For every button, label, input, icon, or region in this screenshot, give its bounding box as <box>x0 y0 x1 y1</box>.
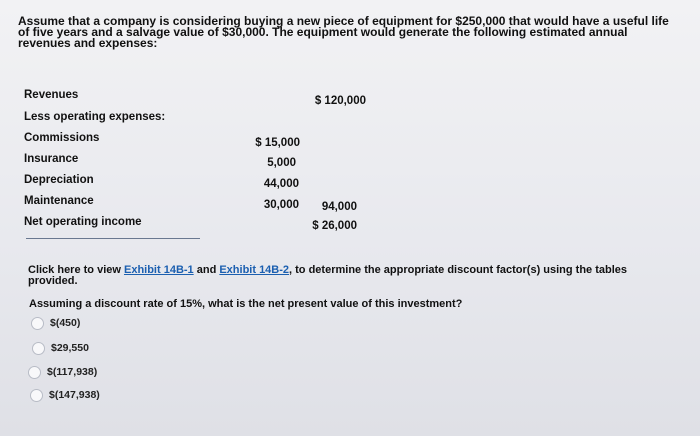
problem-statement: Assume that a company is considering buying a new piece of equipment for $250,000 that would have a useful life of five years and a salvage value of $30,000. The equipment would generate the following estimated annual revenues and expenses: <box>18 14 669 50</box>
expense-amount-commissions: $ 15,000 <box>255 137 300 149</box>
expense-label-maintenance: Maintenance <box>24 195 94 207</box>
exhibit-suffix: , to determine the appropriate discount factor(s) using the tables provided. <box>28 264 628 287</box>
exhibit-14b-1-link[interactable]: Exhibit 14B-1 <box>123 264 194 276</box>
exhibit-instructions <box>28 265 648 287</box>
revenues-amount: $ 120,000 <box>314 95 366 107</box>
total-expenses-amount: 94,000 <box>321 201 357 213</box>
exhibit-14b-2-link[interactable]: Exhibit 14B-2 <box>219 264 290 276</box>
expense-label-commissions: Commissions <box>24 132 100 144</box>
net-operating-income-amount: $ 26,000 <box>312 220 357 232</box>
radio-button-icon[interactable] <box>30 389 43 402</box>
radio-button-icon[interactable] <box>32 342 45 355</box>
net-operating-income-label: Net operating income <box>24 216 142 228</box>
answer-option-label: $29,550 <box>51 342 89 354</box>
exhibit-prefix: Click here to view <box>28 264 124 276</box>
radio-button-icon[interactable] <box>28 366 41 379</box>
revenues-label: Revenues <box>24 89 79 101</box>
answer-option-label: $(147,938) <box>49 389 100 401</box>
exhibit-middle: and <box>193 264 220 276</box>
answer-option-label: $(117,938) <box>47 366 98 378</box>
radio-button-icon[interactable] <box>31 317 44 330</box>
expense-amount-maintenance: 30,000 <box>263 199 299 211</box>
expense-label-insurance: Insurance <box>24 153 79 165</box>
expense-label-depreciation: Depreciation <box>24 174 94 186</box>
expense-amount-insurance: 5,000 <box>267 157 296 169</box>
expense-amount-depreciation: 44,000 <box>263 178 299 190</box>
answer-option-label: $(450) <box>50 317 81 329</box>
less-operating-expenses-label: Less operating expenses: <box>24 111 166 123</box>
statement-underline <box>26 238 200 239</box>
question-text: Assuming a discount rate of 15%, what is the net present value of this investment? <box>29 298 463 310</box>
